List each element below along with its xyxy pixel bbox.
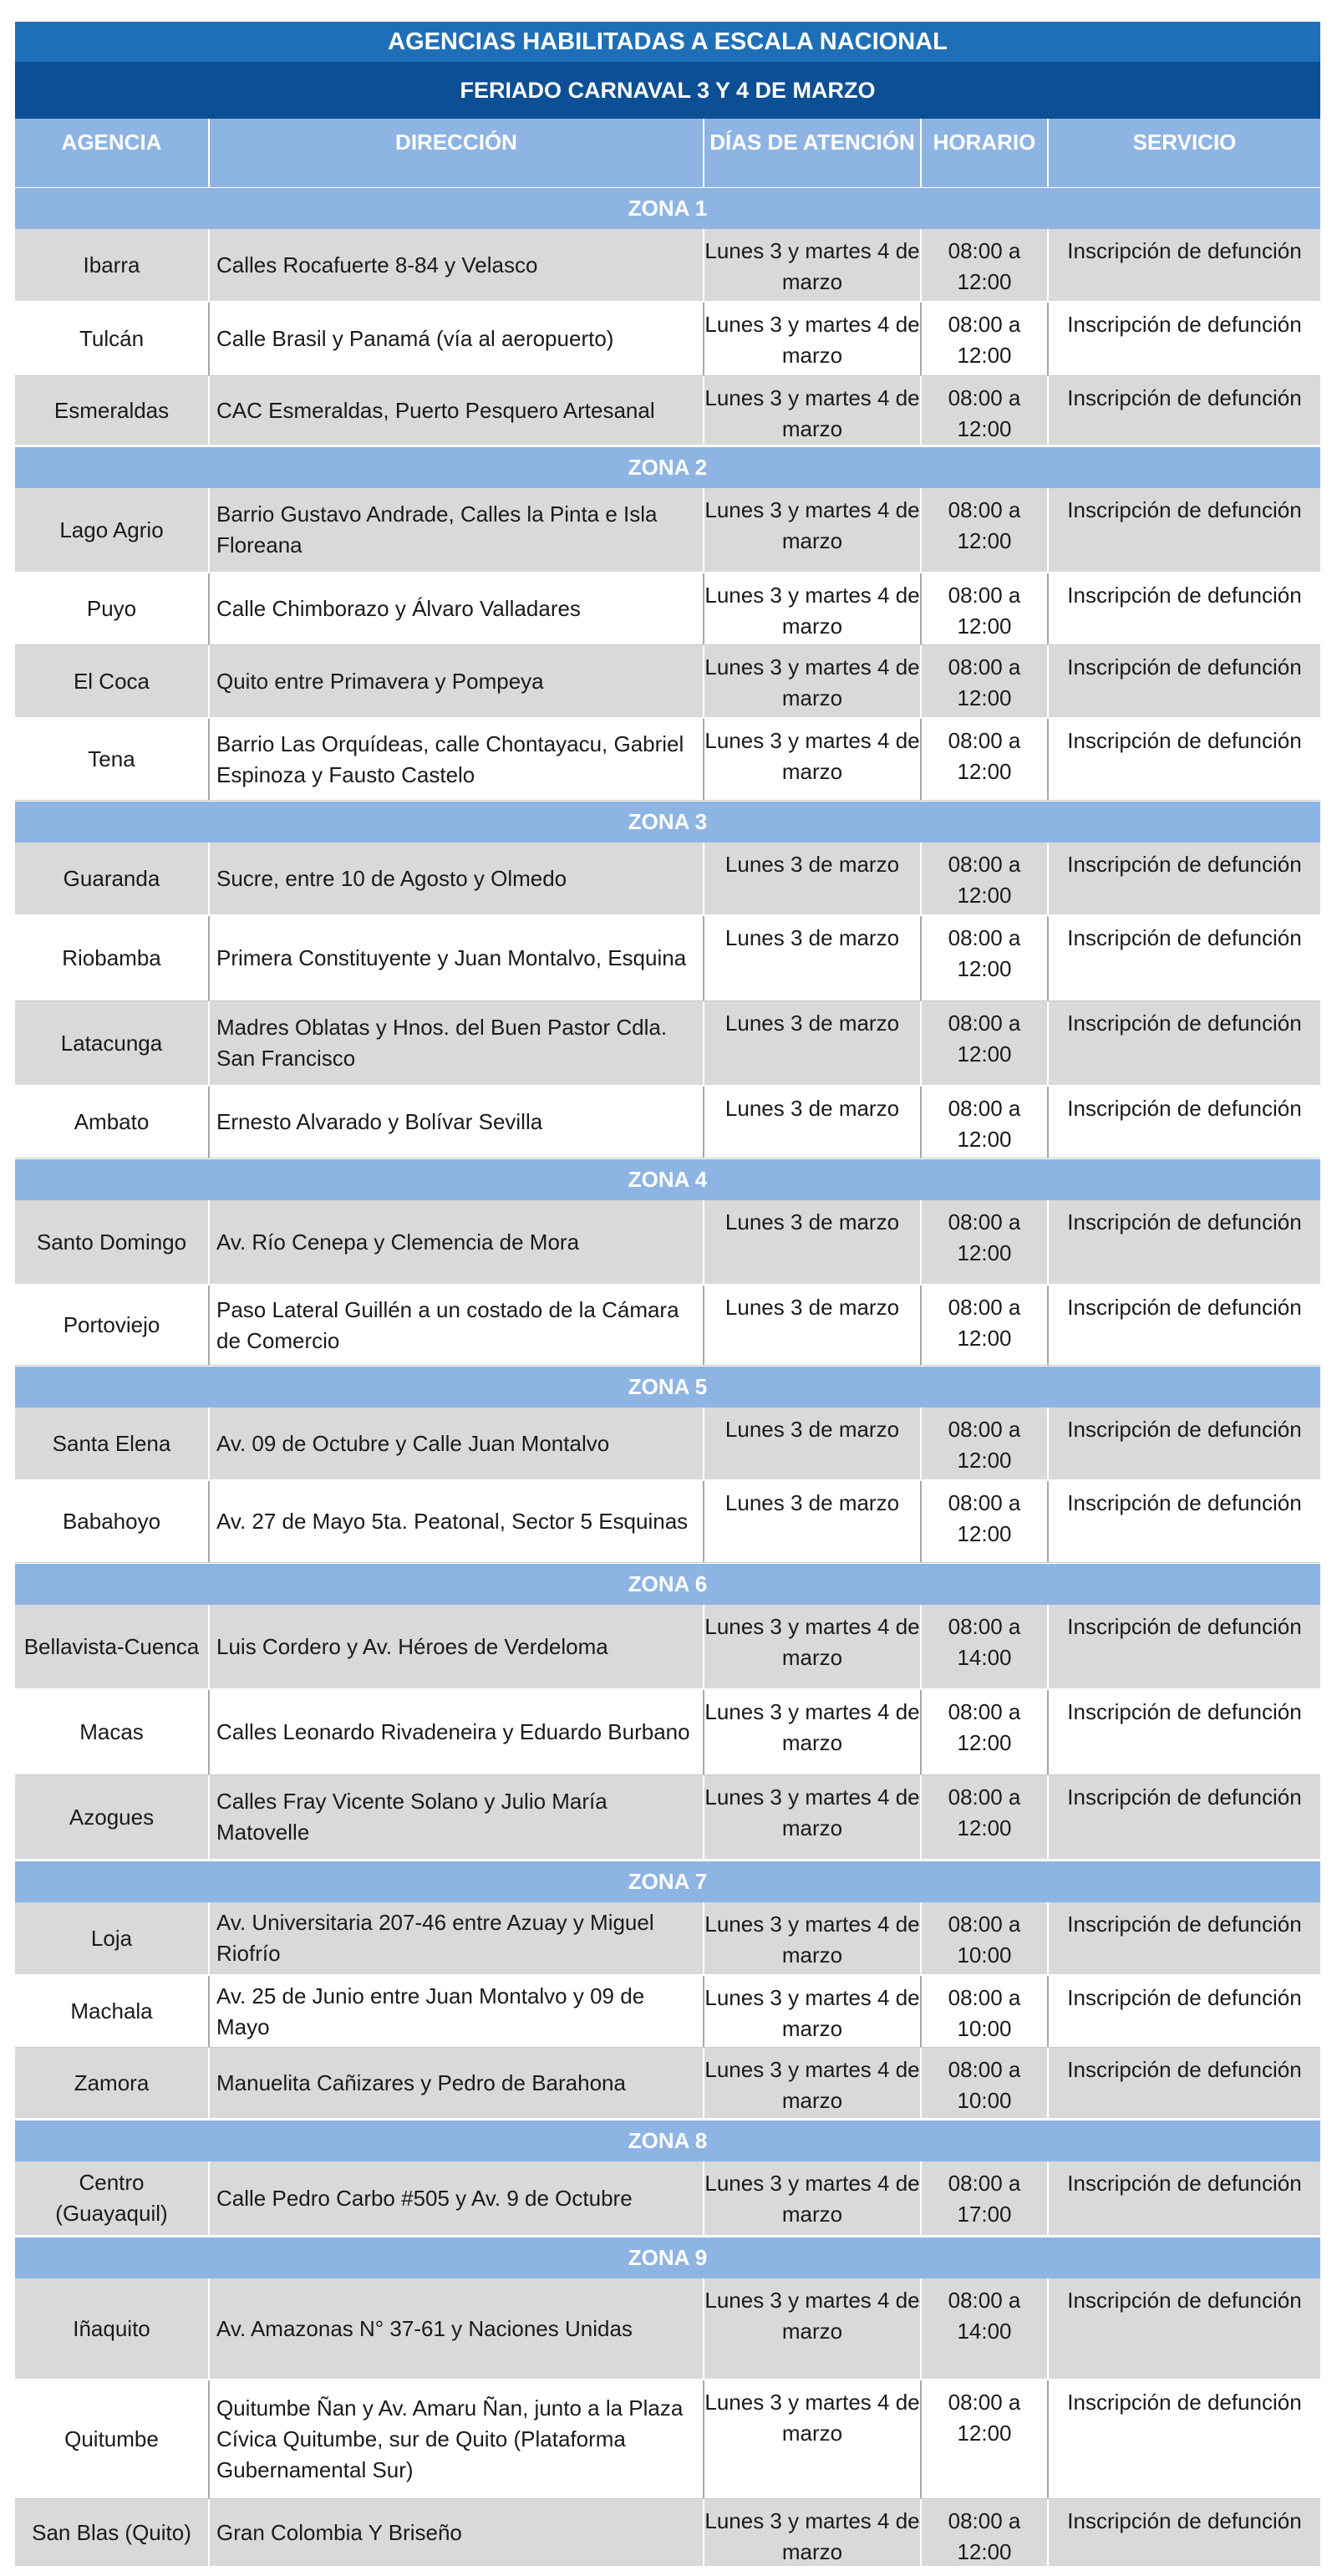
address-cell xyxy=(210,916,704,1000)
address-cell-text: Madres Oblatas y Hnos. del Buen Pastor Cdla. San Francisco xyxy=(216,1015,668,1071)
service-cell xyxy=(1049,1976,1320,2047)
service-cell-text: Inscripción de defunción xyxy=(1067,1912,1302,1937)
hours-cell-text: 08:00 a 17:00 xyxy=(948,2171,1021,2227)
address-cell xyxy=(210,1976,704,2047)
service-cell xyxy=(1049,1775,1320,1859)
agency-cell xyxy=(15,1690,210,1774)
table-row xyxy=(15,2161,1320,2237)
hours-cell xyxy=(922,1690,1049,1774)
agency-cell xyxy=(15,1605,210,1688)
days-cell xyxy=(704,843,922,914)
table-row xyxy=(15,2380,1320,2499)
zone-header: ZONA 1 xyxy=(15,187,1320,229)
agency-cell xyxy=(15,1087,210,1158)
address-cell xyxy=(210,2278,704,2379)
days-cell xyxy=(704,1408,922,1479)
service-cell xyxy=(1049,2161,1320,2235)
hours-cell-text: 08:00 a 12:00 xyxy=(948,1096,1021,1152)
address-cell-text: Barrio Las Orquídeas, calle Chontayacu, Gabriel Espinoza y Fausto Castelo xyxy=(216,731,684,787)
hours-cell xyxy=(922,1200,1049,1284)
days-cell-text: Lunes 3 y martes 4 de marzo xyxy=(704,583,920,639)
address-cell xyxy=(210,376,704,445)
days-cell-text: Lunes 3 de marzo xyxy=(724,925,900,950)
zone-header: ZONA 6 xyxy=(15,1563,1320,1605)
days-cell xyxy=(704,719,922,800)
days-cell-text: Lunes 3 y martes 4 de marzo xyxy=(704,654,920,710)
days-cell xyxy=(704,1976,922,2047)
service-cell xyxy=(1049,376,1320,445)
table-row xyxy=(15,303,1320,376)
service-cell-text: Inscripción de defunción xyxy=(1067,2390,1302,2415)
agency-cell xyxy=(15,488,210,572)
service-cell xyxy=(1049,1605,1320,1688)
hours-cell xyxy=(922,488,1049,572)
days-cell xyxy=(704,229,922,301)
table-row xyxy=(15,573,1320,645)
service-cell-text: Inscripción de defunción xyxy=(1067,2171,1302,2196)
agency-cell-text: Santo Domingo xyxy=(36,1229,187,1255)
address-cell-text: Av. Río Cenepa y Clemencia de Mora xyxy=(216,1229,580,1255)
service-cell-text: Inscripción de defunción xyxy=(1067,385,1302,410)
days-cell-text: Lunes 3 y martes 4 de marzo xyxy=(704,497,920,553)
agency-cell xyxy=(15,303,210,375)
zone-header: ZONA 5 xyxy=(15,1366,1320,1408)
table-row xyxy=(15,1087,1320,1158)
service-cell-text: Inscripción de defunción xyxy=(1067,1490,1302,1515)
table-row xyxy=(15,2278,1320,2380)
agency-cell xyxy=(15,229,210,301)
days-cell-text: Lunes 3 y martes 4 de marzo xyxy=(704,312,920,368)
hours-cell-text: 08:00 a 14:00 xyxy=(948,2288,1021,2344)
hours-cell xyxy=(922,843,1049,914)
zones-container xyxy=(15,187,1320,2568)
days-cell xyxy=(704,1001,922,1085)
days-cell xyxy=(704,303,922,375)
hours-cell xyxy=(922,303,1049,375)
agency-cell xyxy=(15,843,210,914)
service-cell-text: Inscripción de defunción xyxy=(1067,1096,1302,1121)
service-cell-text: Inscripción de defunción xyxy=(1067,312,1302,337)
service-cell-text: Inscripción de defunción xyxy=(1067,1295,1302,1320)
service-cell xyxy=(1049,303,1320,375)
agency-cell-text: Tena xyxy=(88,746,135,771)
hours-cell-text: 08:00 a 12:00 xyxy=(948,1209,1021,1265)
agency-cell xyxy=(15,916,210,1000)
agency-cell xyxy=(15,1285,210,1365)
address-cell xyxy=(210,1481,704,1562)
service-cell-text: Inscripción de defunción xyxy=(1067,1417,1302,1442)
agency-cell-text: Loja xyxy=(90,1925,133,1951)
days-cell xyxy=(704,2048,922,2118)
hours-cell xyxy=(922,573,1049,644)
agency-cell-text: Guaranda xyxy=(63,865,160,891)
service-cell-text: Inscripción de defunción xyxy=(1067,1011,1302,1036)
agency-cell-text: Riobamba xyxy=(62,945,161,970)
table-row xyxy=(15,1976,1320,2048)
service-cell xyxy=(1049,1408,1320,1479)
address-cell-text: Av. Universitaria 207-46 entre Azuay y Miguel Riofrío xyxy=(216,1910,654,1966)
table-row xyxy=(15,1690,1320,1775)
hours-cell-text: 08:00 a 12:00 xyxy=(948,583,1021,639)
hours-cell-text: 08:00 a 12:00 xyxy=(948,852,1021,908)
header-hours: HORARIO xyxy=(922,119,1049,187)
address-cell xyxy=(210,2499,704,2566)
address-cell xyxy=(210,1285,704,1365)
address-cell xyxy=(210,1408,704,1479)
hours-cell xyxy=(922,376,1049,445)
agency-cell-text: El Coca xyxy=(73,668,150,694)
days-cell-text: Lunes 3 y martes 4 de marzo xyxy=(704,728,920,784)
address-cell-text: Calle Pedro Carbo #505 y Av. 9 de Octubre xyxy=(216,2185,633,2211)
address-cell xyxy=(210,1087,704,1158)
days-cell xyxy=(704,645,922,717)
service-cell-text: Inscripción de defunción xyxy=(1067,925,1302,950)
days-cell xyxy=(704,573,922,644)
days-cell-text: Lunes 3 y martes 4 de marzo xyxy=(704,1614,920,1670)
address-cell-text: Luis Cordero y Av. Héroes de Verdeloma xyxy=(216,1633,608,1659)
hours-cell xyxy=(922,1605,1049,1688)
header-days: DÍAS DE ATENCIÓN xyxy=(704,119,922,187)
schedule-table xyxy=(15,22,1320,2568)
service-cell-text: Inscripción de defunción xyxy=(1067,1699,1302,1724)
hours-cell xyxy=(922,1001,1049,1085)
address-cell xyxy=(210,1690,704,1774)
address-cell-text: Gran Colombia Y Briseño xyxy=(216,2519,462,2545)
days-cell xyxy=(704,2499,922,2566)
days-cell-text: Lunes 3 y martes 4 de marzo xyxy=(704,2508,920,2564)
service-cell-text: Inscripción de defunción xyxy=(1067,654,1302,680)
hours-cell xyxy=(922,2161,1049,2235)
table-row xyxy=(15,1902,1320,1976)
service-cell xyxy=(1049,645,1320,717)
hours-cell xyxy=(922,916,1049,1000)
agency-cell xyxy=(15,2048,210,2118)
days-cell xyxy=(704,1481,922,1562)
address-cell-text: Quito entre Primavera y Pompeya xyxy=(216,668,544,694)
hours-cell-text: 08:00 a 12:00 xyxy=(948,1699,1021,1755)
table-row xyxy=(15,376,1320,446)
address-cell xyxy=(210,2161,704,2235)
hours-cell-text: 08:00 a 12:00 xyxy=(948,1784,1021,1840)
hours-cell-text: 08:00 a 10:00 xyxy=(948,1985,1021,2041)
days-cell-text: Lunes 3 y martes 4 de marzo xyxy=(704,1699,920,1755)
days-cell-text: Lunes 3 de marzo xyxy=(724,1096,900,1121)
address-cell-text: Calle Chimborazo y Álvaro Valladares xyxy=(216,596,581,621)
agency-cell xyxy=(15,2161,210,2235)
zone-header: ZONA 8 xyxy=(15,2120,1320,2161)
hours-cell-text: 08:00 a 14:00 xyxy=(948,1614,1021,1670)
agency-cell xyxy=(15,2278,210,2379)
agency-cell-text: San Blas (Quito) xyxy=(32,2519,191,2545)
service-cell xyxy=(1049,2380,1320,2498)
hours-cell xyxy=(922,1902,1049,1974)
table-row xyxy=(15,488,1320,573)
address-cell xyxy=(210,1001,704,1085)
table-row xyxy=(15,1285,1320,1366)
hours-cell-text: 08:00 a 12:00 xyxy=(948,2508,1021,2564)
service-cell-text: Inscripción de defunción xyxy=(1067,2508,1302,2533)
agency-cell-text: Bellavista-Cuenca xyxy=(23,1633,200,1659)
service-cell xyxy=(1049,1481,1320,1562)
table-row xyxy=(15,843,1320,916)
hours-cell xyxy=(922,1976,1049,2047)
hours-cell xyxy=(922,1481,1049,1562)
address-cell-text: Ernesto Alvarado y Bolívar Sevilla xyxy=(216,1109,543,1134)
address-cell xyxy=(210,1605,704,1688)
days-cell xyxy=(704,916,922,1000)
address-cell xyxy=(210,843,704,914)
address-cell-text: Av. 27 de Mayo 5ta. Peatonal, Sector 5 Esquinas xyxy=(216,1509,689,1534)
agency-cell-text: Esmeraldas xyxy=(53,397,170,423)
days-cell xyxy=(704,2278,922,2379)
service-cell-text: Inscripción de defunción xyxy=(1067,1614,1302,1639)
days-cell xyxy=(704,1775,922,1859)
days-cell xyxy=(704,1690,922,1774)
agency-cell xyxy=(15,719,210,800)
days-cell xyxy=(704,376,922,445)
table-row xyxy=(15,1200,1320,1285)
service-cell xyxy=(1049,1902,1320,1974)
hours-cell xyxy=(922,719,1049,800)
address-cell xyxy=(210,1902,704,1974)
hours-cell xyxy=(922,1087,1049,1158)
days-cell xyxy=(704,1285,922,1365)
days-cell-text: Lunes 3 y martes 4 de marzo xyxy=(704,385,920,441)
hours-cell-text: 08:00 a 12:00 xyxy=(948,312,1021,368)
address-cell xyxy=(210,1775,704,1859)
address-cell xyxy=(210,229,704,301)
days-cell-text: Lunes 3 y martes 4 de marzo xyxy=(704,2288,920,2344)
days-cell-text: Lunes 3 de marzo xyxy=(724,1209,900,1235)
hours-cell-text: 08:00 a 10:00 xyxy=(948,2057,1021,2113)
address-cell xyxy=(210,719,704,800)
days-cell-text: Lunes 3 y martes 4 de marzo xyxy=(704,1985,920,2041)
days-cell-text: Lunes 3 de marzo xyxy=(724,1011,900,1036)
address-cell-text: Calles Fray Vicente Solano y Julio María Matovelle xyxy=(216,1789,607,1845)
hours-cell-text: 08:00 a 12:00 xyxy=(948,238,1021,294)
agency-cell xyxy=(15,645,210,717)
agency-cell-text: Tulcán xyxy=(79,326,145,351)
header-service: SERVICIO xyxy=(1132,130,1237,155)
agency-cell-text: Centro (Guayaquil) xyxy=(55,2170,168,2226)
agency-cell-text: Machala xyxy=(70,1998,153,2024)
address-cell-text: Primera Constituyente y Juan Montalvo, Esquina xyxy=(216,945,687,970)
days-cell-text: Lunes 3 y martes 4 de marzo xyxy=(704,1912,920,1968)
table-row xyxy=(15,2048,1320,2120)
agency-cell xyxy=(15,1200,210,1284)
agency-cell xyxy=(15,1481,210,1562)
service-cell xyxy=(1049,719,1320,800)
zone-header: ZONA 2 xyxy=(15,446,1320,488)
hours-cell-text: 08:00 a 12:00 xyxy=(948,1011,1021,1067)
agency-cell-text: Santa Elena xyxy=(52,1430,171,1456)
address-cell-text: Calles Leonardo Rivadeneira y Eduardo Burbano xyxy=(216,1719,690,1744)
days-cell-text: Lunes 3 y martes 4 de marzo xyxy=(704,1784,920,1840)
agency-cell xyxy=(15,573,210,644)
address-cell-text: Sucre, entre 10 de Agosto y Olmedo xyxy=(216,865,567,891)
service-cell xyxy=(1049,1087,1320,1158)
header-row xyxy=(15,119,1320,187)
days-cell xyxy=(704,2161,922,2235)
address-cell-text: Manuelita Cañizares y Pedro de Barahona xyxy=(216,2069,626,2095)
header-address: DIRECCIÓN xyxy=(210,119,704,187)
hours-cell xyxy=(922,2380,1049,2498)
service-cell-text: Inscripción de defunción xyxy=(1067,2057,1302,2082)
zone-header: ZONA 9 xyxy=(15,2237,1320,2278)
service-cell xyxy=(1049,1285,1320,1365)
hours-cell xyxy=(922,1285,1049,1365)
agency-cell-text: Ibarra xyxy=(83,252,140,277)
service-cell xyxy=(1049,1001,1320,1085)
table-row xyxy=(15,1775,1320,1861)
service-cell xyxy=(1049,916,1320,1000)
header-agency: AGENCIA xyxy=(15,119,210,187)
zone-header: ZONA 3 xyxy=(15,801,1320,843)
service-cell-text: Inscripción de defunción xyxy=(1067,583,1302,608)
table-row xyxy=(15,1481,1320,1563)
hours-cell-text: 08:00 a 12:00 xyxy=(948,728,1021,784)
address-cell-text: Paso Lateral Guillén a un costado de la Cámara de Comercio xyxy=(216,1296,679,1353)
address-cell xyxy=(210,573,704,644)
service-cell xyxy=(1049,2278,1320,2379)
agency-cell xyxy=(15,1976,210,2047)
service-cell-text: Inscripción de defunción xyxy=(1067,497,1302,522)
table-row xyxy=(15,719,1320,801)
zone-header: ZONA 4 xyxy=(15,1158,1320,1200)
days-cell xyxy=(704,488,922,572)
service-cell-text: Inscripción de defunción xyxy=(1067,852,1302,877)
days-cell-text: Lunes 3 y martes 4 de marzo xyxy=(704,2390,920,2446)
table-row xyxy=(15,1408,1320,1481)
service-cell-text: Inscripción de defunción xyxy=(1067,1985,1302,2010)
hours-cell xyxy=(922,1408,1049,1479)
agency-cell-text: Quitumbe xyxy=(64,2426,159,2451)
hours-cell xyxy=(922,2048,1049,2118)
zone-header: ZONA 7 xyxy=(15,1861,1320,1902)
days-cell-text: Lunes 3 y martes 4 de marzo xyxy=(704,2057,920,2113)
address-cell xyxy=(210,2048,704,2118)
days-cell-text: Lunes 3 de marzo xyxy=(724,1295,900,1320)
service-cell xyxy=(1049,843,1320,914)
service-cell-text: Inscripción de defunción xyxy=(1067,728,1302,753)
agency-cell-text: Macas xyxy=(79,1719,144,1744)
address-cell xyxy=(210,303,704,375)
address-cell xyxy=(210,2380,704,2498)
service-cell xyxy=(1049,2499,1320,2566)
days-cell xyxy=(704,1902,922,1974)
agency-cell-text: Azogues xyxy=(69,1804,155,1830)
address-cell-text: Av. 09 de Octubre y Calle Juan Montalvo xyxy=(216,1430,610,1456)
agency-cell xyxy=(15,1775,210,1859)
service-cell xyxy=(1049,488,1320,572)
address-cell xyxy=(210,488,704,572)
table-row xyxy=(15,229,1320,303)
hours-cell-text: 08:00 a 12:00 xyxy=(948,497,1021,553)
days-cell xyxy=(704,1200,922,1284)
agency-cell-text: Lago Agrio xyxy=(59,517,164,542)
hours-cell xyxy=(922,1775,1049,1859)
hours-cell-text: 08:00 a 12:00 xyxy=(948,1490,1021,1546)
service-cell-text: Inscripción de defunción xyxy=(1067,1784,1302,1810)
days-cell-text: Lunes 3 y martes 4 de marzo xyxy=(704,238,920,294)
agency-cell-text: Puyo xyxy=(86,596,137,621)
service-cell-text: Inscripción de defunción xyxy=(1067,238,1302,263)
hours-cell xyxy=(922,2278,1049,2379)
hours-cell xyxy=(922,229,1049,301)
address-cell xyxy=(210,1200,704,1284)
agency-cell xyxy=(15,1408,210,1479)
address-cell-text: Calle Brasil y Panamá (vía al aeropuerto) xyxy=(216,326,614,351)
address-cell-text: Barrio Gustavo Andrade, Calles la Pinta e Isla Floreana xyxy=(216,501,658,557)
address-cell xyxy=(210,645,704,717)
table-row xyxy=(15,1001,1320,1087)
table-row xyxy=(15,645,1320,719)
days-cell xyxy=(704,1605,922,1688)
agency-cell xyxy=(15,1902,210,1974)
service-cell-text: Inscripción de defunción xyxy=(1067,1209,1302,1235)
service-cell xyxy=(1049,1200,1320,1284)
address-cell-text: CAC Esmeraldas, Puerto Pesquero Artesanal xyxy=(216,397,655,423)
hours-cell-text: 08:00 a 12:00 xyxy=(948,925,1021,981)
hours-cell xyxy=(922,2499,1049,2566)
address-cell-text: Calles Rocafuerte 8-84 y Velasco xyxy=(216,252,538,277)
days-cell-text: Lunes 3 y martes 4 de marzo xyxy=(704,2171,920,2227)
service-cell xyxy=(1049,573,1320,644)
table-subtitle: FERIADO CARNAVAL 3 Y 4 DE MARZO xyxy=(15,62,1320,119)
hours-cell-text: 08:00 a 10:00 xyxy=(948,1912,1021,1968)
days-cell xyxy=(704,1087,922,1158)
table-row xyxy=(15,2499,1320,2568)
agency-cell xyxy=(15,1001,210,1085)
days-cell-text: Lunes 3 de marzo xyxy=(724,1490,900,1515)
hours-cell-text: 08:00 a 12:00 xyxy=(948,654,1021,710)
agency-cell xyxy=(15,2499,210,2566)
service-cell xyxy=(1049,229,1320,301)
hours-cell-text: 08:00 a 12:00 xyxy=(948,385,1021,441)
address-cell-text: Av. Amazonas N° 37-61 y Naciones Unidas xyxy=(216,2315,633,2341)
hours-cell xyxy=(922,645,1049,717)
address-cell-text: Av. 25 de Junio entre Juan Montalvo y 09 de Mayo xyxy=(216,1983,645,2039)
table-row xyxy=(15,1605,1320,1690)
agency-cell-text: Zamora xyxy=(74,2069,150,2095)
service-cell xyxy=(1049,2048,1320,2118)
agency-cell xyxy=(15,2380,210,2498)
agency-cell-text: Babahoyo xyxy=(62,1509,161,1534)
hours-cell-text: 08:00 a 12:00 xyxy=(948,1295,1021,1351)
address-cell-text: Quitumbe Ñan y Av. Amaru Ñan, junto a la Plaza Cívica Quitumbe, sur de Quito (Plataforma Gubernamental Sur) xyxy=(216,2395,684,2482)
hours-cell-text: 08:00 a 12:00 xyxy=(948,2390,1021,2446)
days-cell-text: Lunes 3 de marzo xyxy=(724,852,900,877)
days-cell xyxy=(704,2380,922,2498)
agency-cell-text: Latacunga xyxy=(60,1030,163,1056)
agency-cell xyxy=(15,376,210,445)
service-cell xyxy=(1049,1690,1320,1774)
table-row xyxy=(15,916,1320,1001)
service-cell-text: Inscripción de defunción xyxy=(1067,2288,1302,2313)
agency-cell-text: Ambato xyxy=(74,1109,150,1134)
hours-cell-text: 08:00 a 12:00 xyxy=(948,1417,1021,1473)
agency-cell-text: Iñaquito xyxy=(73,2315,150,2341)
days-cell-text: Lunes 3 de marzo xyxy=(724,1417,900,1442)
table-title: AGENCIAS HABILITADAS A ESCALA NACIONAL xyxy=(15,22,1320,62)
agency-cell-text: Portoviejo xyxy=(63,1312,160,1337)
